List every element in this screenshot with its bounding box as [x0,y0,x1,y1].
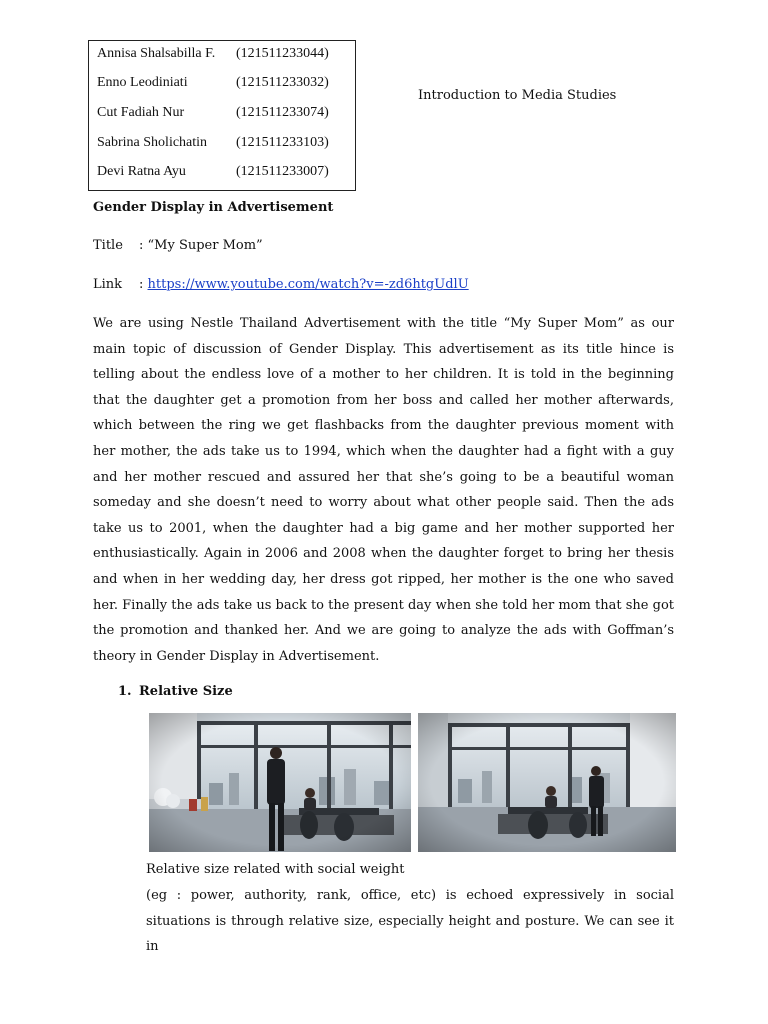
section-title: Relative Size [139,684,233,699]
title-value: : “My Super Mom” [139,238,263,253]
member-id: (121511233074) [236,105,329,120]
member-name: Devi Ratna Ayu [97,164,186,179]
members-table [88,40,356,191]
member-name: Sabrina Sholichatin [97,135,208,150]
member-id: (121511233103) [236,135,329,150]
member-name: Enno Leodiniati [97,75,188,90]
intro-paragraph: We are using Nestle Thailand Advertisement with the title “My Super Mom” as our main topic of discussion of Gender Display. This advertisement as its title hince is telling about the endless love of a mother to her children. It is told in the beginning that the daughter get a promotion from her boss and called her mother afterwards, which between the ring we get flashbacks from the daughter previous moment with her mother, the ads take us to 1994, which when the daughter had a fight with a guy and her mother rescued and assured her that she’s going to be a beautiful woman someday and she doesn’t need to worry about what other people said. Then the ads take us to 2001, when the daughter had a big game and her mother supported her enthusiastically. Again in 2006 and 2008 when the daughter forget to bring her thesis and when in her wedding day, her dress got ripped, her mother is the one who saved her. Finally the ads take us back to the present day when she told her mom that she got the promotion and thanked her. And we are going to analyze the ads with Goffman’s theory in Gender Display in Advertisement. [93,316,674,664]
section-description: (eg : power, authority, rank, office, etc) is echoed expressively in social situations is through relative size, especially height and posture. We can see it in [146,888,674,955]
youtube-link[interactable]: https://www.youtube.com/watch?v=-zd6htgUdlU [147,277,469,292]
title-line [93,238,263,253]
title-label: Title [93,238,123,253]
ad-still-image-1 [149,713,411,852]
course-title: Introduction to Media Studies [418,88,617,103]
member-name: Annisa Shalsabilla F. [97,46,216,61]
section-heading [118,684,233,699]
link-line [93,277,469,292]
ad-still-image-2 [418,713,676,852]
member-id: (121511233032) [236,75,329,90]
figure-caption: Relative size related with social weight [146,862,405,877]
document-heading: Gender Display in Advertisement [93,200,334,215]
member-name: Cut Fadiah Nur [97,105,185,120]
member-id: (121511233007) [236,164,329,179]
link-prefix: : [139,277,148,292]
section-number: 1. [118,684,132,699]
link-label: Link [93,277,123,292]
member-id: (121511233044) [236,46,329,61]
